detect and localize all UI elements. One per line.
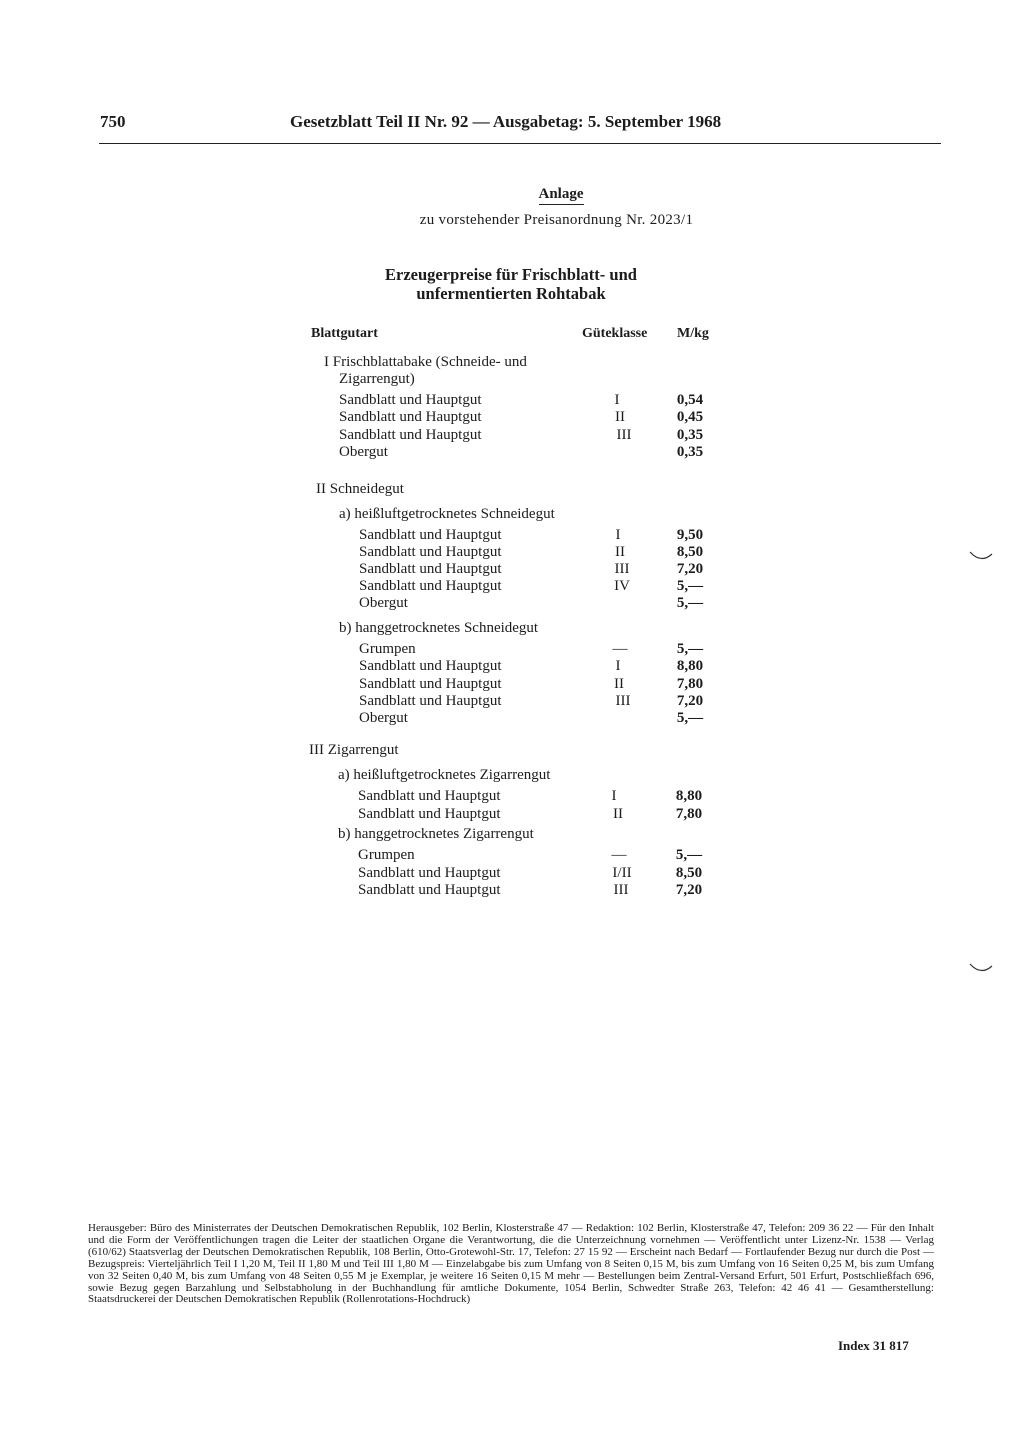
row-label: III Zigarrengut	[309, 742, 399, 758]
row-label: Sandblatt und Hauptgut	[359, 561, 502, 577]
row-price: 5,—	[676, 641, 704, 657]
table-row	[0, 578, 1024, 595]
row-class: II	[615, 544, 625, 560]
anlage-subheading: zu vorstehender Preisanordnung Nr. 2023/1	[419, 212, 694, 228]
table-row	[0, 427, 1024, 444]
table-row	[0, 767, 1024, 784]
row-class: I/II	[612, 865, 632, 881]
row-label: Sandblatt und Hauptgut	[358, 806, 501, 822]
margin-punch-mark	[968, 548, 994, 562]
index-number: Index 31 817	[838, 1338, 909, 1353]
row-class: —	[611, 847, 627, 863]
row-price: 8,50	[675, 865, 703, 881]
row-price: 8,80	[675, 788, 703, 804]
table-row	[0, 620, 1024, 637]
row-label: Obergut	[339, 444, 388, 460]
table-row	[0, 371, 1024, 388]
table-row	[0, 527, 1024, 544]
row-price: 0,45	[676, 409, 704, 425]
row-price: 5,—	[676, 578, 704, 594]
row-label: b) hanggetrocknetes Schneidegut	[339, 620, 539, 636]
row-label: Sandblatt und Hauptgut	[359, 527, 502, 543]
row-label: Sandblatt und Hauptgut	[358, 865, 501, 881]
row-label: Grumpen	[358, 847, 415, 863]
column-header-mkg: M/kg	[677, 326, 709, 341]
table-row	[0, 806, 1024, 823]
row-label: I Frischblattabake (Schneide- und	[324, 354, 527, 370]
row-label: b) hanggetrocknetes Zigarrengut	[338, 826, 534, 842]
row-label: Sandblatt und Hauptgut	[359, 676, 502, 692]
row-class: III	[613, 882, 629, 898]
header-rule	[99, 143, 941, 144]
table-row	[0, 882, 1024, 899]
table-row	[0, 561, 1024, 578]
row-class: —	[612, 641, 628, 657]
row-price: 5,—	[676, 595, 704, 611]
row-label: Obergut	[359, 710, 408, 726]
anlage-heading	[0, 186, 1024, 203]
table-title-line-2: unfermentierten Rohtabak	[416, 284, 606, 303]
margin-punch-mark	[968, 960, 994, 974]
row-label: Sandblatt und Hauptgut	[359, 693, 502, 709]
anlage-heading-text: Anlage	[539, 186, 584, 205]
row-class: I	[611, 788, 617, 804]
row-price: 0,54	[676, 392, 704, 408]
row-label: a) heißluftgetrocknetes Schneidegut	[339, 506, 555, 522]
row-label: II Schneidegut	[316, 481, 404, 497]
running-header: Gesetzblatt Teil II Nr. 92 — Ausgabetag: 5. September 1968	[290, 112, 722, 131]
row-label: Sandblatt und Hauptgut	[358, 788, 501, 804]
row-price: 5,—	[675, 847, 703, 863]
row-label: Sandblatt und Hauptgut	[359, 578, 502, 594]
row-label: Obergut	[359, 595, 408, 611]
page-number: 750	[100, 112, 126, 131]
column-header-gueteklasse: Güteklasse	[582, 326, 648, 341]
row-label: Sandblatt und Hauptgut	[359, 544, 502, 560]
row-price: 7,20	[675, 882, 703, 898]
table-row	[0, 481, 1024, 498]
table-row	[0, 742, 1024, 759]
row-price: 9,50	[676, 527, 704, 543]
row-price: 7,80	[676, 676, 704, 692]
table-title-line-1: Erzeugerpreise für Frischblatt- und	[385, 265, 637, 284]
table-row	[0, 392, 1024, 409]
row-class: II	[613, 806, 623, 822]
table-row	[0, 506, 1024, 523]
row-class: III	[616, 427, 632, 443]
table-row	[0, 444, 1024, 461]
table-row	[0, 595, 1024, 612]
row-price: 0,35	[676, 444, 704, 460]
table-row	[0, 641, 1024, 658]
row-class: II	[615, 409, 625, 425]
table-row	[0, 865, 1024, 882]
table-row	[0, 409, 1024, 426]
row-label: Sandblatt und Hauptgut	[358, 882, 501, 898]
row-price: 8,80	[676, 658, 704, 674]
row-label: Sandblatt und Hauptgut	[339, 392, 482, 408]
table-title	[0, 265, 1022, 303]
row-label: a) heißluftgetrocknetes Zigarrengut	[338, 767, 551, 783]
table-row	[0, 354, 1024, 371]
row-class: II	[614, 676, 624, 692]
table-row	[0, 710, 1024, 727]
table-row	[0, 544, 1024, 561]
row-label: Grumpen	[359, 641, 416, 657]
row-label: Sandblatt und Hauptgut	[359, 658, 502, 674]
row-class: I	[615, 658, 621, 674]
table-row	[0, 676, 1024, 693]
row-price: 7,80	[675, 806, 703, 822]
row-price: 7,20	[676, 693, 704, 709]
row-price: 5,—	[676, 710, 704, 726]
table-row	[0, 847, 1024, 864]
row-label: Sandblatt und Hauptgut	[339, 427, 482, 443]
row-class: I	[614, 392, 620, 408]
table-row	[0, 658, 1024, 675]
row-label: Sandblatt und Hauptgut	[339, 409, 482, 425]
table-row	[0, 826, 1024, 843]
row-label: Zigarrengut)	[339, 371, 415, 387]
publisher-imprint: Herausgeber: Büro des Ministerrates der Deutschen Demokratischen Republik, 102 Berlin, Klosterstraße 47 — Redaktion: 102 Berlin, Klosterstraße 47, Telefon: 209 36 22 — Für den Inhalt und die Form der Veröffentlichungen tragen die Leiter der staatlichen Organe die Verantwortung, die die Unterzeichnung vornehmen — Veröffentlicht unter Lizenz-Nr. 1538 — Verlag (610/62) Staatsverlag der Deutschen Demokratischen Republik, 108 Berlin, Otto-Grotewohl-Str. 17, Telefon: 27 15 92 — Erscheint nach Bedarf — Fortlaufender Bezug nur durch die Post — Bezugspreis: Vierteljährlich Teil I 1,20 M, Teil II 1,80 M und Teil III 1,80 M — Einzelabgabe bis zum Umfang von 8 Seiten 0,15 M, bis zum Umfang von 16 Seiten 0,25 M, bis zum Umfang von 32 Seiten 0,40 M, bis zum Umfang von 48 Seiten 0,55 M je Exemplar, je weitere 16 Seiten 0,15 M mehr — Bestellungen beim Zentral-Versand Erfurt, 501 Erfurt, Postschließfach 696, sowie Bezug gegen Barzahlung und Selbstabholung in der Buchhandlung für amtliche Dokumente, 1054 Berlin, Schwedter Straße 263, Telefon: 42 46 41 — Gesamtherstellung: Staatsdruckerei der Deutschen Demokratischen Republik (Rollenrotations-Hochdruck)	[88, 1222, 934, 1306]
row-price: 0,35	[676, 427, 704, 443]
table-row	[0, 788, 1024, 805]
column-header-blattgutart: Blattgutart	[311, 326, 378, 341]
table-row	[0, 693, 1024, 710]
row-class: III	[614, 561, 630, 577]
row-price: 7,20	[676, 561, 704, 577]
row-price: 8,50	[676, 544, 704, 560]
row-class: IV	[614, 578, 630, 594]
row-class: III	[615, 693, 631, 709]
row-class: I	[615, 527, 621, 543]
